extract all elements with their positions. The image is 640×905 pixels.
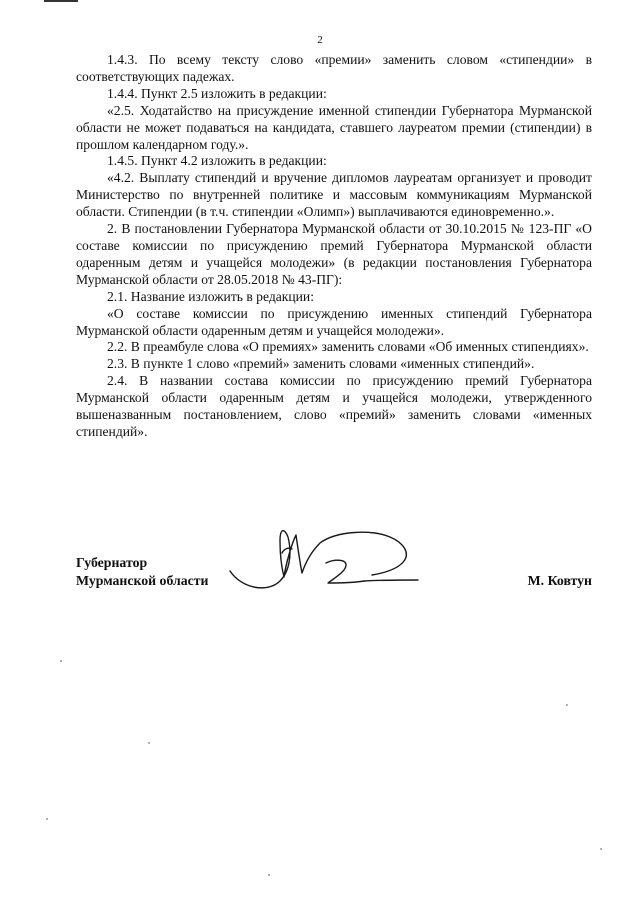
paragraph-2-1: 2.1. Название изложить в редакции: [107,288,314,304]
paragraph-2-3: 2.3. В пункте 1 слово «премий» заменить словами «именных стипендий». [107,356,535,372]
scan-speck [600,848,602,850]
paragraph-2-4: 2.4. В названии состава комиссии по присуждению премий Губернатора Мурманской области одаренным детям и учащейся молодежи, утвержденного вышеназванным постановлением, слово «премий» заменить словами «именных стипендий». [76,373,592,439]
signatory-position-line-2: Мурманской области [76,573,209,588]
signatory-name: М. Ковтун [527,573,592,588]
paragraph-2: 2. В постановлении Губернатора Мурманской области от 30.10.2015 № 123-ПГ «О составе комиссии по присуждению премий Губернатора Мурманской области одаренным детям и учащейся молодежи» (в редакции постановления Губернатора Мурманской области от 28.05.2018 № 43-ПГ): [76,221,592,287]
paragraph-quote-title: «О составе комиссии по присуждению именных стипендий Губернатора Мурманской области одаренным детям и учащейся молодежи». [76,305,592,338]
signatory-position-line-1: Губернатор [76,555,148,570]
scan-speck [60,660,62,662]
scan-speck [268,874,270,876]
document-body [76,52,592,441]
signatory-position [76,554,209,590]
scan-speck [566,704,568,706]
paragraph-1-4-4: 1.4.4. Пункт 2.5 изложить в редакции: [107,85,327,101]
paragraph-1-4-5: 1.4.5. Пункт 4.2 изложить в редакции: [107,153,327,169]
paragraph-quote-2-5: «2.5. Ходатайство на присуждение именной стипендии Губернатора Мурманской области не может подаваться на кандидата, ставшего лауреатом премии (стипендии) в прошлом календарном году.». [76,102,592,152]
scan-edge-mark [44,0,78,2]
handwritten-signature [222,523,422,599]
paragraph-quote-4-2: «4.2. Выплату стипендий и вручение дипломов лауреатам организует и проводит Министерство по внутренней политике и массовым коммуникациям Мурманской области. Стипендии (в т.ч. стипендии «Олимп») выплачиваются единовременно.». [76,170,592,220]
scan-speck [46,818,48,820]
paragraph-1-4-3: 1.4.3. По всему тексту слово «премии» заменить словом «стипендии» в соответствующих падежах. [76,52,592,84]
scan-speck [148,742,150,744]
page-number: 2 [317,34,323,46]
paragraph-2-2: 2.2. В преамбуле слова «О премиях» заменить словами «Об именных стипендиях». [107,339,589,355]
